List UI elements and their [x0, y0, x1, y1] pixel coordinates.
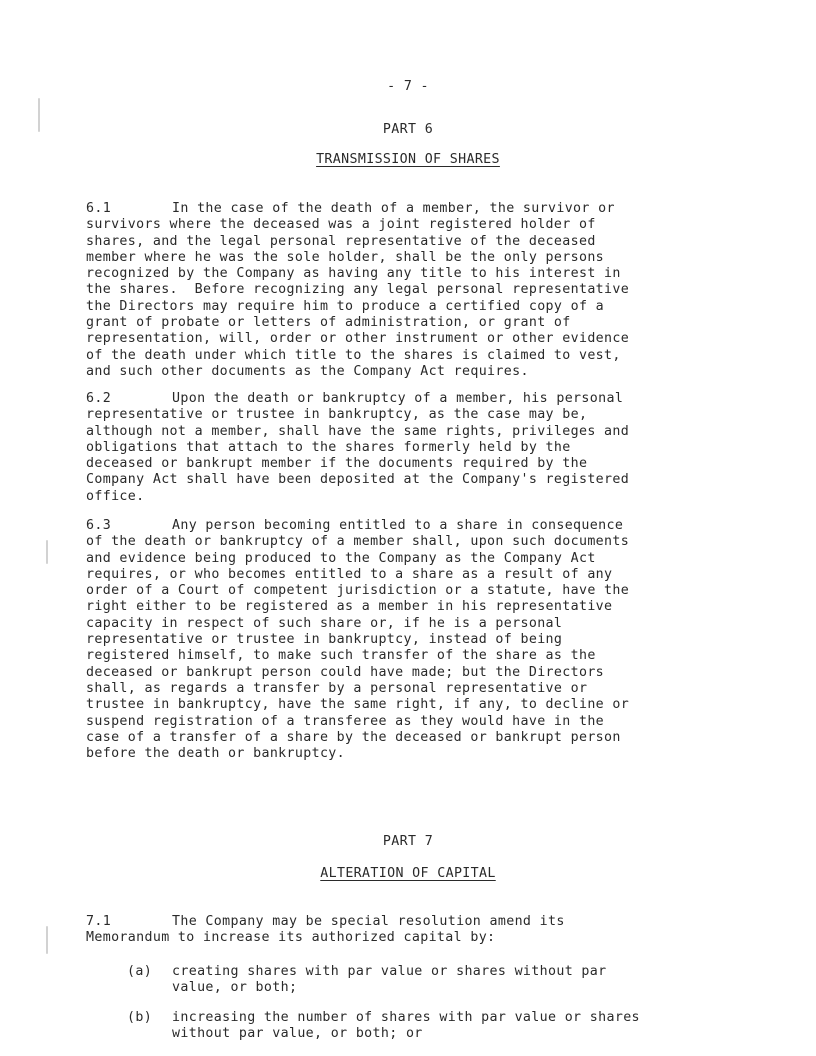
scan-mark	[46, 540, 48, 564]
clause-line: and such other documents as the Company Act requires.	[86, 363, 529, 379]
list-item-line: (b) increasing the number of shares with par value or shares	[127, 1010, 640, 1025]
list-item-label: (b)	[127, 1010, 153, 1025]
list-item-a	[127, 964, 727, 997]
clause-line: 6.1 In the case of the death of a member, the survivor or	[86, 201, 615, 216]
part-6-title: TRANSMISSION OF SHARES	[316, 152, 500, 167]
clause-line: requires, or who becomes entitled to a share as a result of any	[86, 566, 613, 582]
clause-line: office.	[86, 488, 145, 504]
clause-line: of the death or bankruptcy of a member shall, upon such documents	[86, 534, 630, 550]
clause-line: shares, and the legal personal representative of the deceased	[86, 233, 596, 249]
clause-number: 6.1	[86, 201, 112, 216]
list-item-label: (a)	[127, 964, 153, 979]
clause-line: the Directors may require him to produce a certified copy of a	[86, 298, 605, 314]
clause-line: trustee in bankruptcy, have the same right, if any, to decline or	[86, 697, 630, 713]
clause-line: 7.1 The Company may be special resolution amend its	[86, 914, 565, 929]
clause-line: survivors where the deceased was a joint registered holder of	[86, 217, 596, 233]
clause-number: 6.3	[86, 518, 112, 533]
clause-line: 6.2 Upon the death or bankruptcy of a member, his personal	[86, 391, 624, 406]
clause-line: capacity in respect of such share or, if he is a personal	[86, 615, 563, 631]
clause-line: 6.3 Any person becoming entitled to a share in consequence	[86, 518, 624, 533]
clause-number: 7.1	[86, 914, 112, 929]
clause-7-1	[86, 914, 736, 947]
list-item-b	[127, 1010, 727, 1043]
page-number: - 7 -	[387, 79, 429, 94]
clause-6-3	[86, 518, 736, 762]
clause-line: suspend registration of a transferee as they would have in the	[86, 713, 605, 729]
part-6-heading: PART 6	[382, 122, 434, 137]
clause-line: although not a member, shall have the same rights, privileges and	[86, 423, 630, 439]
clause-line: representative or trustee in bankruptcy, instead of being	[86, 632, 563, 648]
clause-line: right either to be registered as a member in his representative	[86, 599, 613, 615]
clause-line: shall, as regards a transfer by a personal representative or	[86, 680, 588, 696]
list-item-line: (a) creating shares with par value or shares without par	[127, 964, 607, 979]
clause-line: deceased or bankrupt member if the documents required by the	[86, 456, 588, 472]
clause-line: member where he was the sole holder, shall be the only persons	[86, 249, 605, 265]
clause-line: grant of probate or letters of administration, or grant of	[86, 315, 571, 331]
clause-line: Company Act shall have been deposited at the Company's registered	[86, 472, 630, 488]
list-item-line: without par value, or both; or	[172, 1026, 423, 1042]
clause-line: order of a Court of competent jurisdiction or a statute, have the	[86, 583, 630, 599]
clause-line: case of a transfer of a share by the deceased or bankrupt person	[86, 729, 621, 745]
part-7-heading: PART 7	[382, 834, 434, 849]
clause-line: and evidence being produced to the Company as the Company Act	[86, 550, 596, 566]
clause-line: recognized by the Company as having any title to his interest in	[86, 266, 621, 282]
clause-line: Memorandum to increase its authorized capital by:	[86, 930, 496, 946]
clause-line: deceased or bankrupt person could have made; but the Directors	[86, 664, 605, 680]
clause-line: registered himself, to make such transfer of the share as the	[86, 648, 596, 664]
clause-line: of the death under which title to the shares is claimed to vest,	[86, 347, 621, 363]
scan-mark	[46, 926, 48, 954]
clause-6-1	[86, 201, 736, 380]
clause-number: 6.2	[86, 391, 112, 406]
list-item-line: value, or both;	[172, 980, 298, 996]
clause-line: the shares. Before recognizing any legal personal representative	[86, 282, 630, 298]
clause-line: representation, will, order or other instrument or other evidence	[86, 331, 630, 347]
clause-line: before the death or bankruptcy.	[86, 746, 346, 762]
clause-6-2	[86, 391, 736, 505]
clause-line: obligations that attach to the shares formerly held by the	[86, 439, 571, 455]
clause-line: representative or trustee in bankruptcy, as the case may be,	[86, 407, 588, 423]
part-7-title: ALTERATION OF CAPITAL	[320, 866, 496, 881]
